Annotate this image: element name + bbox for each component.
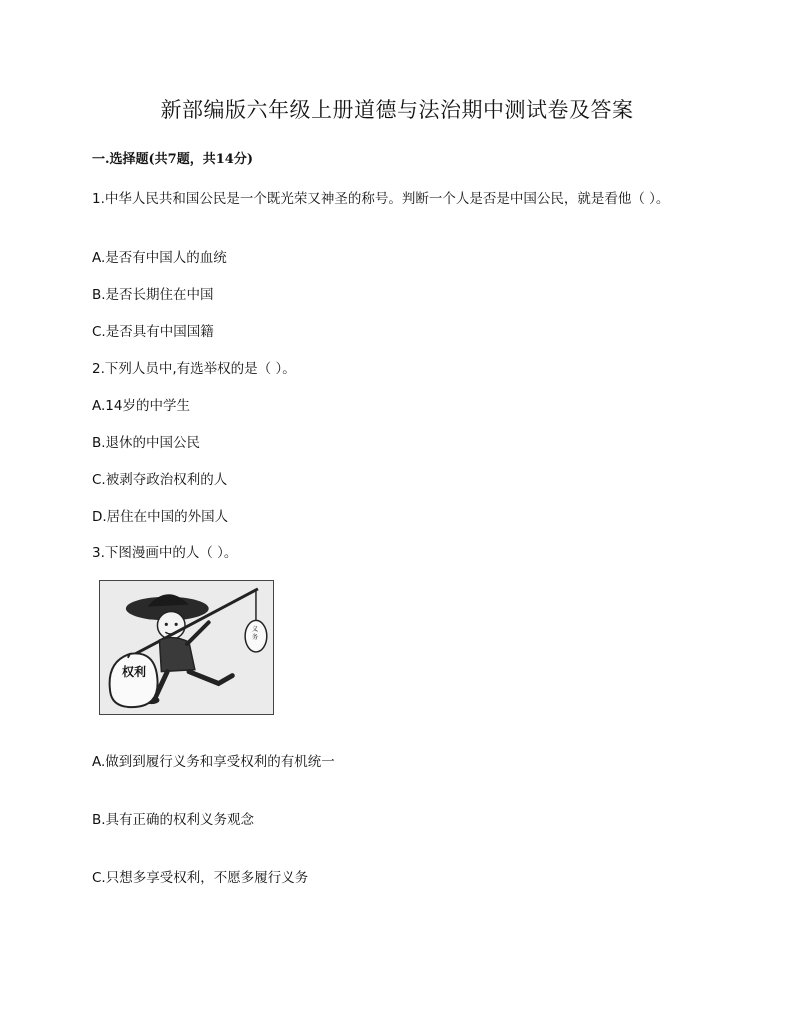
cartoon-image xyxy=(99,580,274,715)
question-3-option-a: A.做到到履行义务和享受权利的有机统一 xyxy=(92,754,335,770)
question-2-stem: 2.下列人员中,有选举权的是（ ）。 xyxy=(92,361,296,377)
question-2-option-d: D.居住在中国的外国人 xyxy=(92,509,229,525)
question-1-option-c: C.是否具有中国国籍 xyxy=(92,324,214,340)
question-2-option-a: A.14岁的中学生 xyxy=(92,398,190,414)
question-3-stem: 3.下图漫画中的人（ ）。 xyxy=(92,545,238,561)
question-1-option-a: A.是否有中国人的血统 xyxy=(92,250,227,266)
cartoon-side-label: 义务 xyxy=(252,626,259,641)
page-title: 新部编版六年级上册道德与法治期中测试卷及答案 xyxy=(160,98,634,122)
question-3-option-c: C.只想多享受权利，不愿多履行义务 xyxy=(92,870,309,886)
question-3-option-b: B.具有正确的权利义务观念 xyxy=(92,812,255,828)
question-2-option-c: C.被剥夺政治权利的人 xyxy=(92,472,228,488)
question-2-option-b: B.退休的中国公民 xyxy=(92,435,201,451)
section-heading: 一.选择题(共7题，共14分) xyxy=(92,152,253,167)
question-1-stem: 1.中华人民共和国公民是一个既光荣又神圣的称号。判断一个人是否是中国公民，就是看他（ ）。 xyxy=(92,191,670,207)
cartoon-bag-label: 权利 xyxy=(122,665,147,679)
question-1-option-b: B.是否长期住在中国 xyxy=(92,287,214,303)
